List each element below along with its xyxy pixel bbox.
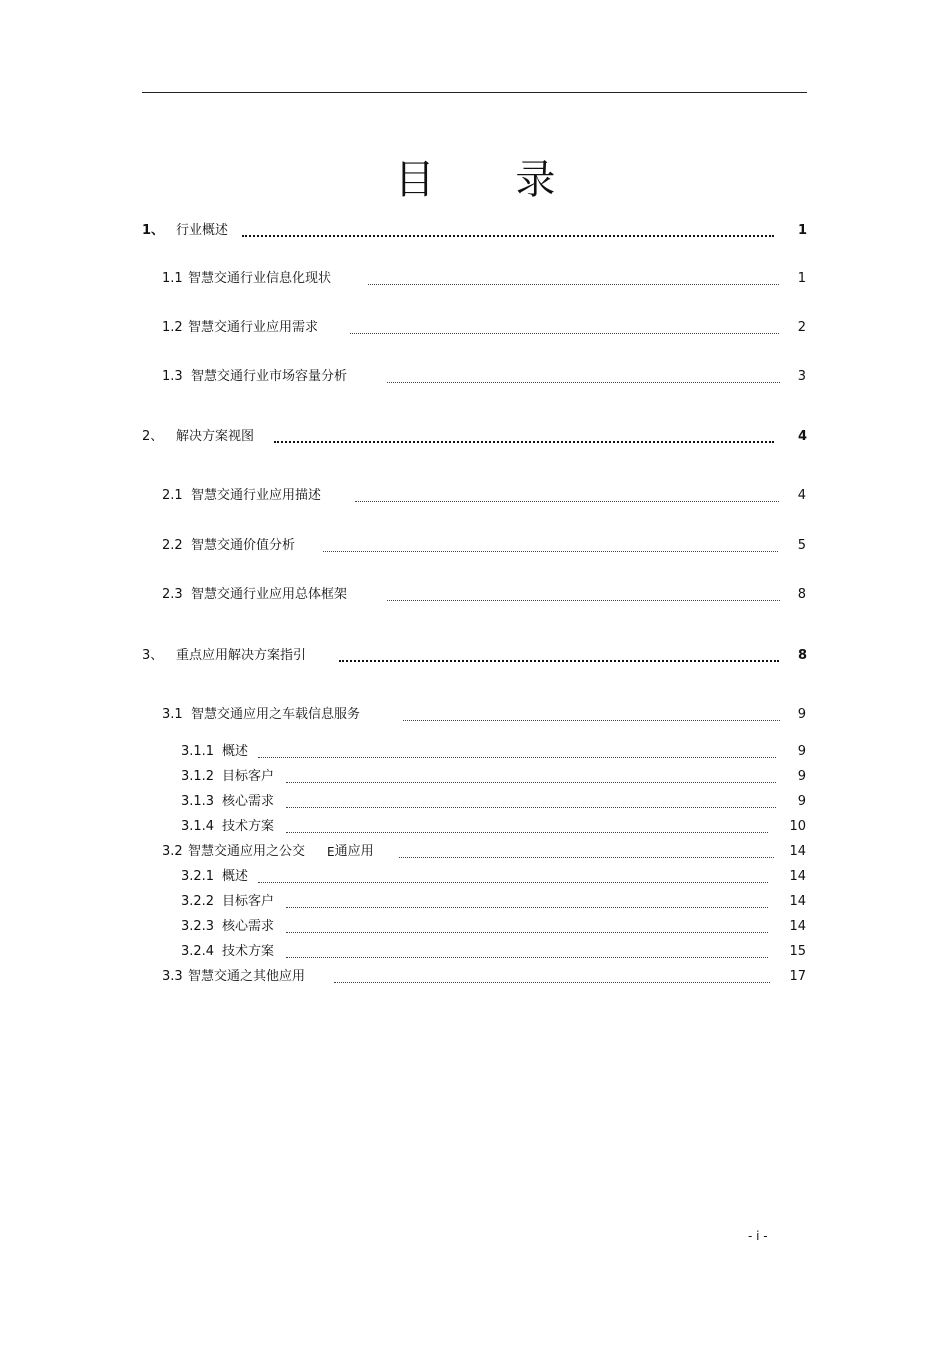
toc-leader — [286, 781, 776, 783]
toc-label: 技术方案 — [222, 944, 275, 959]
toc-entry-2-1[interactable] — [162, 487, 321, 505]
toc-entry-3-1-3[interactable] — [181, 793, 274, 811]
toc-label: 智慧交通之其他应用 — [188, 969, 306, 984]
toc-page: 5 — [797, 538, 806, 553]
toc-label: 目标客户 — [222, 894, 275, 909]
toc-entry-3-2-3[interactable] — [181, 918, 274, 936]
toc-number: 1.1 — [162, 271, 183, 286]
toc-label: 重点应用解决方案指引 — [176, 648, 307, 663]
toc-label: 智慧交通应用之公交 — [188, 844, 306, 859]
toc-label: 智慧交通价值分析 — [191, 538, 296, 553]
page-footer-number: - i - — [748, 1229, 768, 1243]
toc-number: 2、 — [142, 429, 164, 444]
toc-entry-2-3[interactable] — [162, 586, 347, 604]
toc-page: 9 — [797, 744, 806, 759]
toc-page: 15 — [789, 944, 806, 959]
toc-number: 3.1 — [162, 707, 183, 722]
toc-leader — [399, 856, 774, 858]
toc-entry-1-3[interactable] — [162, 368, 347, 386]
toc-entry-3-1-4[interactable] — [181, 818, 274, 836]
toc-leader — [403, 719, 780, 721]
toc-number: 3.2.1 — [181, 869, 215, 884]
toc-number: 2.1 — [162, 488, 183, 503]
toc-label-suffix: 通应用 — [334, 844, 374, 859]
header-rule — [142, 92, 807, 93]
toc-entry-3-2-4[interactable] — [181, 943, 274, 961]
toc-page: 17 — [789, 969, 806, 984]
toc-leader — [368, 283, 779, 285]
toc-entry-1[interactable] — [142, 222, 228, 240]
toc-number: 1.3 — [162, 369, 183, 384]
toc-leader — [258, 756, 776, 758]
toc-label: 核心需求 — [222, 794, 275, 809]
toc-leader — [323, 550, 778, 552]
toc-label: 解决方案视图 — [176, 429, 255, 444]
toc-number: 1.2 — [162, 320, 183, 335]
toc-entry-3-1[interactable] — [162, 706, 360, 724]
toc-leader — [286, 931, 768, 933]
toc-entry-3-2-1[interactable] — [181, 868, 248, 886]
toc-entry-3-2-2[interactable] — [181, 893, 274, 911]
page-title: 目 录 — [394, 157, 590, 203]
toc-page: 14 — [789, 844, 806, 859]
toc-label: 概述 — [222, 869, 249, 884]
toc-leader — [286, 956, 768, 958]
toc-label: 行业概述 — [176, 223, 229, 238]
toc-page: 14 — [789, 919, 806, 934]
toc-page: 9 — [797, 769, 806, 784]
toc-entry-3[interactable] — [142, 647, 306, 665]
toc-number: 3.2 — [162, 844, 183, 859]
toc-page: 10 — [789, 819, 806, 834]
toc-leader — [387, 381, 780, 383]
toc-label: 技术方案 — [222, 819, 275, 834]
toc-leader — [350, 332, 779, 334]
toc-page: 14 — [789, 869, 806, 884]
toc-leader — [286, 806, 776, 808]
toc-entry-2[interactable] — [142, 428, 254, 446]
toc-page: 8 — [797, 648, 807, 663]
toc-leader — [242, 234, 774, 237]
toc-number: 3.1.1 — [181, 744, 215, 759]
toc-entry-3-1-2[interactable] — [181, 768, 274, 786]
toc-label-e: E — [327, 845, 335, 859]
toc-number: 2.2 — [162, 538, 183, 553]
toc-label: 智慧交通行业市场容量分析 — [191, 369, 348, 384]
toc-entry-2-2[interactable] — [162, 537, 295, 555]
toc-label: 智慧交通行业信息化现状 — [188, 271, 332, 286]
toc-page: 14 — [789, 894, 806, 909]
toc-entry-1-1[interactable] — [162, 270, 331, 288]
toc-number: 3.1.3 — [181, 794, 215, 809]
toc-page: 9 — [797, 794, 806, 809]
toc-leader — [286, 906, 768, 908]
toc-leader — [334, 981, 770, 983]
toc-page: 8 — [797, 587, 806, 602]
toc-entry-1-2[interactable] — [162, 319, 318, 337]
toc-number: 3.1.2 — [181, 769, 215, 784]
toc-number: 1、 — [142, 223, 165, 238]
toc-leader — [274, 440, 774, 443]
toc-label: 概述 — [222, 744, 249, 759]
toc-page: 9 — [797, 707, 806, 722]
toc-label: 智慧交通应用之车载信息服务 — [191, 707, 361, 722]
toc-label: 目标客户 — [222, 769, 275, 784]
toc-number: 3.1.4 — [181, 819, 215, 834]
toc-page: 3 — [797, 369, 806, 384]
toc-label: 智慧交通行业应用描述 — [191, 488, 322, 503]
toc-number: 2.3 — [162, 587, 183, 602]
toc-label: 智慧交通行业应用总体框架 — [191, 587, 348, 602]
toc-number: 3.2.3 — [181, 919, 215, 934]
toc-entry-3-1-1[interactable] — [181, 743, 248, 761]
toc-page: 1 — [797, 271, 806, 286]
toc-page: 1 — [797, 223, 807, 238]
toc-page: 2 — [797, 320, 806, 335]
toc-leader — [355, 500, 779, 502]
toc-page: 4 — [797, 488, 806, 503]
toc-page: 4 — [797, 429, 807, 444]
toc-number: 3.2.4 — [181, 944, 215, 959]
toc-leader — [339, 659, 779, 662]
toc-entry-3-2[interactable] — [162, 843, 374, 861]
toc-label: 核心需求 — [222, 919, 275, 934]
toc-number: 3.3 — [162, 969, 183, 984]
toc-leader — [286, 831, 768, 833]
toc-number: 3.2.2 — [181, 894, 215, 909]
toc-number: 3、 — [142, 648, 164, 663]
toc-label: 智慧交通行业应用需求 — [188, 320, 319, 335]
toc-entry-3-3[interactable] — [162, 968, 305, 986]
toc-leader — [387, 599, 780, 601]
toc-leader — [258, 881, 768, 883]
